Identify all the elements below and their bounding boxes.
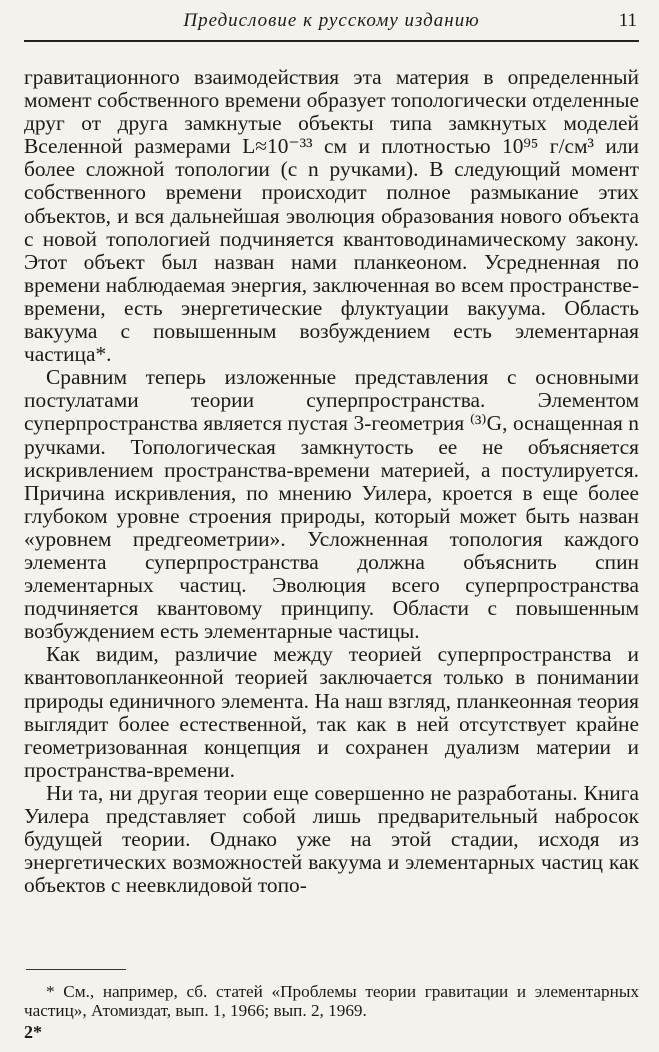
signature-mark: 2* [24,1022,42,1042]
footnote: * См., например, сб. статей «Проблемы теории гравитации и элементарных частиц», Атомиздат, вып. 1, 1966; вып. 2, 1969. [24,982,639,1020]
paragraph-2: Сравним теперь изложенные представления с основными постулатами теории суперпространства. Элементом суперпространства является пустая 3-геометрия ⁽³⁾G, оснащенная n ручками. Топологическая замкнутость ее не объясняется искривлением пространства-времени материей, а постулируется. Причина искривления, по мнению Уилера, кроется в еще более глубоком уровне строения природы, который может быть назван «уровнем предгеометрии». Усложненная топология каждого элемента суперпространства должна объяснить спин элементарных частиц. Эволюция всего суперпространства подчиняется квантовому принципу. Области с повышенным возбуждением есть элементарные частицы. [24,365,639,644]
page-header [24,6,639,42]
footnote-divider [26,969,126,970]
paragraph-1: гравитационного взаимодействия эта материя в определенный момент собственного времени образует топологически отделенные друг от друга замкнутые объекты типа замкнутых моделей Вселенной размерами L≈10⁻³³ см и плотностью 10⁹⁵ г/см³ или более сложной топологии (с n ручками). В следующий момент собственного времени происходит полное размыкание этих объектов, и вся дальнейшая эволюция образования нового объекта с новой топологией подчиняется квантоводинамическому закону. Этот объект был назван нами планкеоном. Усредненная по времени наблюдаемая энергия, заключенная во всем пространстве-времени, есть энергетические флуктуации вакуума. Область вакуума с повышенным возбуждением есть элементарная частица*. [24,65,639,367]
paragraph-4: Ни та, ни другая теории еще совершенно не разработаны. Книга Уилера представляет собой лишь предварительный набросок будущей теории. Однако уже на этой стадии, исходя из энергетических возможностей вакуума и элементарных частиц как объектов с неевклидовой топо- [24,780,639,898]
paragraph-3: Как видим, различие между теорией суперпространства и квантовопланкеонной теорией заключается только в понимании природы единичного элемента. На наш взгляд, планкеонная теория выглядит более естественной, так как в ней отсутствует крайне геометризованная концепция и сохранен дуализм материи и пространства-времени. [24,642,639,782]
body-text [24,66,639,897]
page-number: 11 [618,10,637,31]
running-head: Предисловие к русскому изданию [183,10,480,31]
